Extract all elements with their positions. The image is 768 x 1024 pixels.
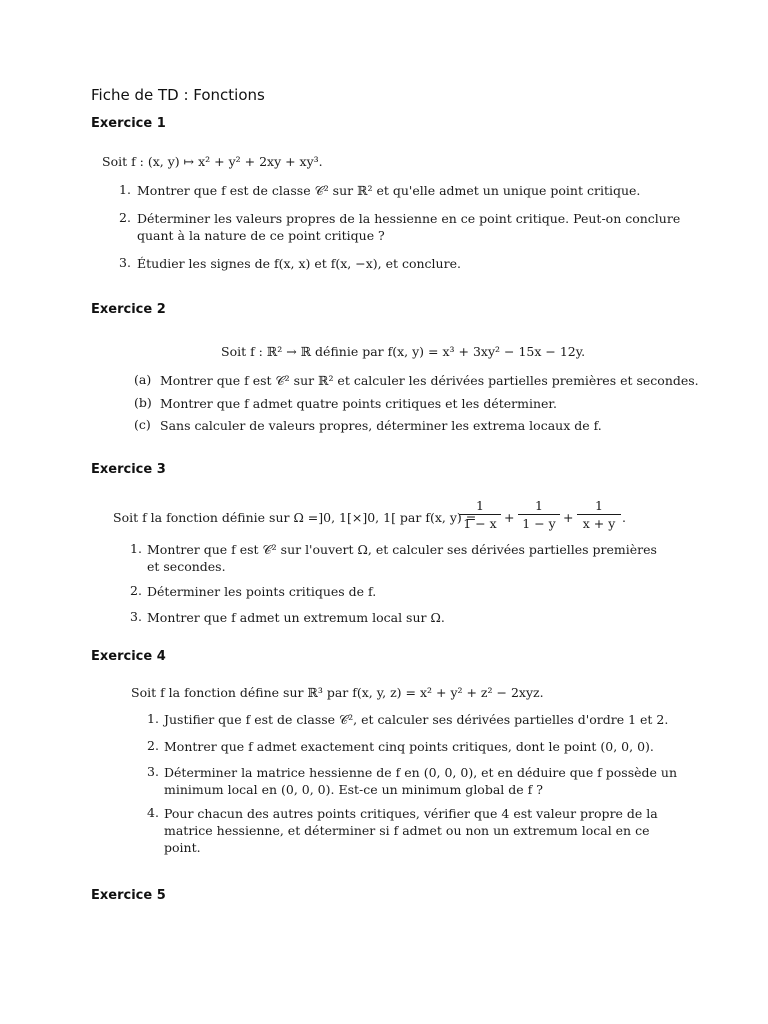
exercise-1-item-1-text: Montrer que f est de classe 𝒞² sur ℝ² et qu'elle admet un unique point critique. [137,183,641,198]
exercise-4-heading: Exercice 4 [91,649,166,664]
exercise-2-item-a-marker: (a) [134,372,152,387]
exercise-5-heading: Exercice 5 [91,888,166,903]
exercise-2-item-b-marker: (b) [134,395,152,410]
exercise-2-item-c-marker: (c) [134,417,151,432]
plus-sign-1: + [504,510,515,525]
plus-sign-2: + [563,510,574,525]
exercise-2-item-c-text: Sans calculer de valeurs propres, déterminer les extrema locaux de f. [160,418,602,433]
fraction-3 [577,497,621,532]
fraction-1-denominator: 1 − x [459,514,501,532]
exercise-1-item-1-marker: 1. [119,182,131,197]
exercise-3-heading: Exercice 3 [91,462,166,477]
exercise-3-intro: Soit f la fonction définie sur Ω =]0, 1[×]0, 1[ par f(x, y) = [113,510,477,525]
fraction-2 [518,497,560,532]
exercise-4-item-1-text: Justifier que f est de classe 𝒞², et calculer ses dérivées partielles d'ordre 1 et 2. [164,712,669,727]
fraction-2-numerator: 1 [535,498,543,513]
exercise-2-item-a-text: Montrer que f est 𝒞² sur ℝ² et calculer les dérivées partielles premières et secondes. [160,373,699,388]
exercise-1-item-3-marker: 3. [119,255,131,270]
exercise-4-item-4-marker: 4. [147,805,159,820]
exercise-4-item-2-text: Montrer que f admet exactement cinq points critiques, dont le point (0, 0, 0). [164,739,654,754]
exercise-2-item-b-text: Montrer que f admet quatre points critiques et les déterminer. [160,396,557,411]
exercise-2-intro: Soit f : ℝ² → ℝ définie par f(x, y) = x³ + 3xy² − 15x − 12y. [221,344,586,359]
exercise-1-intro: Soit f : (x, y) ↦ x² + y² + 2xy + xy³. [102,154,323,169]
exercise-4-item-4-text: Pour chacun des autres points critiques, vérifier que 4 est valeur propre de la matrice hessienne, et déterminer si f admet ou non un extremum local en ce point. [164,806,658,855]
exercise-4-intro: Soit f la fonction défine sur ℝ³ par f(x, y, z) = x² + y² + z² − 2xyz. [131,685,544,700]
exercise-3-item-2-text: Déterminer les points critiques de f. [147,584,377,599]
exercise-3-item-1-marker: 1. [130,541,142,556]
exercise-4-item-3-marker: 3. [147,764,159,779]
exercise-4-item-1-marker: 1. [147,711,159,726]
exercise-1-heading: Exercice 1 [91,116,166,131]
fraction-3-numerator: 1 [595,498,603,513]
exercise-3-item-1-text: Montrer que f est 𝒞² sur l'ouvert Ω, et calculer ses dérivées partielles premières et secondes. [147,542,657,574]
fraction-2-denominator: 1 − y [518,514,560,532]
exercise-4-item-2-marker: 2. [147,738,159,753]
exercise-1-item-2-marker: 2. [119,210,131,225]
fraction-1-numerator: 1 [476,498,484,513]
exercise-4-item-3-text: Déterminer la matrice hessienne de f en (0, 0, 0), et en déduire que f possède un minimum local en (0, 0, 0). Est-ce un minimum global de f ? [164,765,678,797]
page-title: Fiche de TD : Fonctions [91,86,265,104]
exercise-3-item-3-marker: 3. [130,609,142,624]
exercise-1-item-3-text: Étudier les signes de f(x, x) et f(x, −x), et conclure. [137,256,461,271]
exercise-1-item-2-text: Déterminer les valeurs propres de la hessienne en ce point critique. Peut-on conclure quant à la nature de ce point critique ? [137,211,681,243]
exercise-3-item-2-marker: 2. [130,583,142,598]
period: . [622,510,626,525]
fraction-1 [459,497,501,532]
exercise-2-heading: Exercice 2 [91,302,166,317]
exercise-3-item-3-text: Montrer que f admet un extremum local sur Ω. [147,610,445,625]
fraction-3-denominator: x + y [577,514,621,532]
